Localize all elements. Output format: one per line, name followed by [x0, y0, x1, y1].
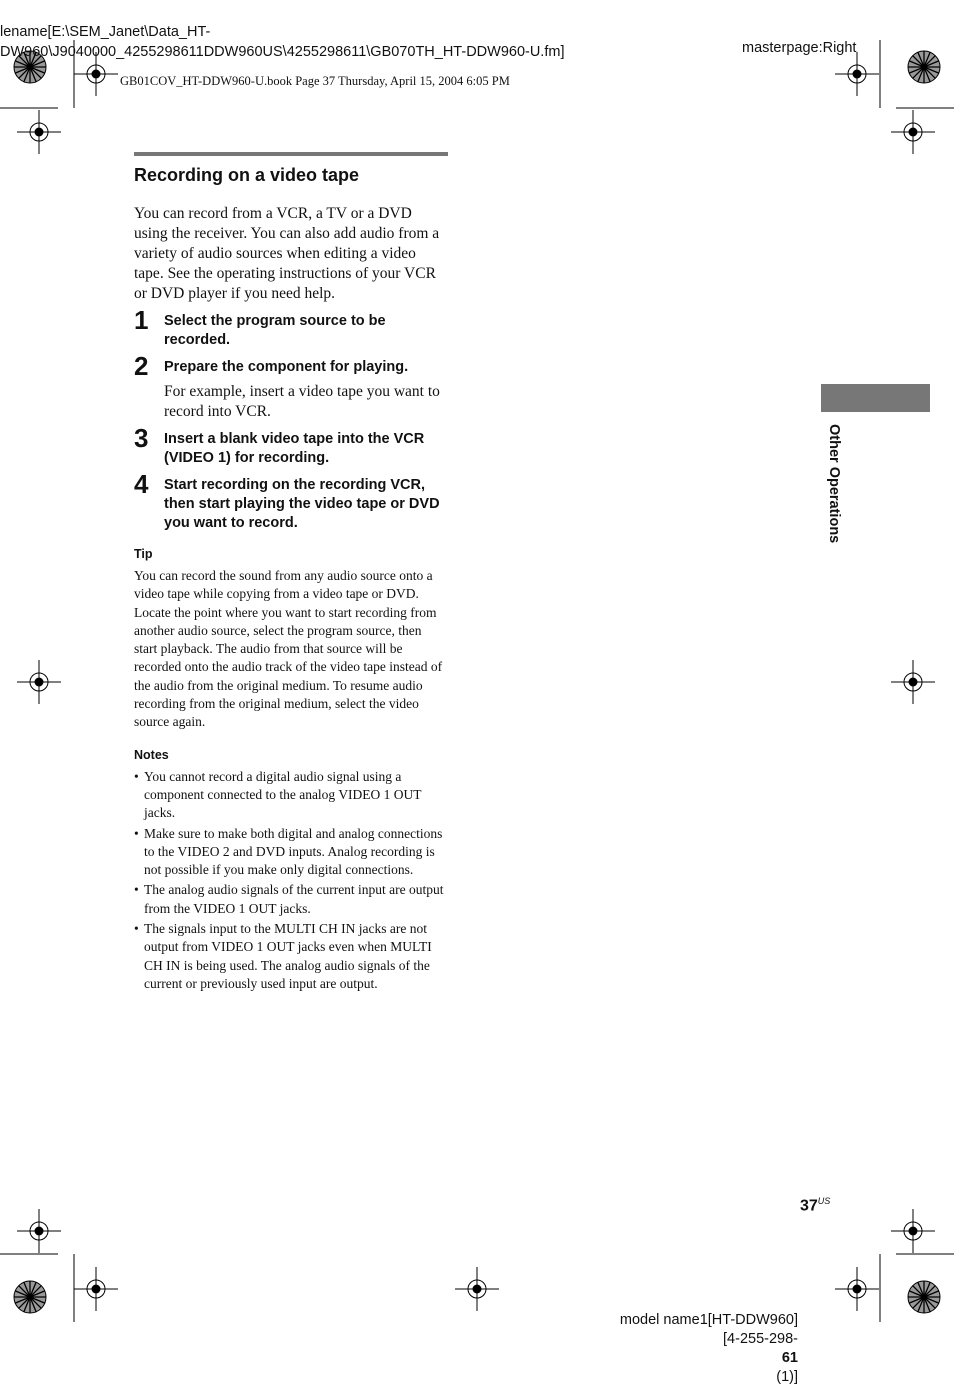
part-number-suffix: (1)]: [776, 1369, 798, 1385]
step-number: 3: [134, 423, 149, 453]
step-heading: Prepare the component for playing.: [164, 359, 409, 375]
tip-heading: Tip: [134, 547, 153, 561]
note-text: The analog audio signals of the current input are output from the VIDEO 1 OUT jacks.: [144, 882, 444, 916]
part-number-bold: 61: [781, 1350, 798, 1366]
main-content: [134, 152, 448, 995]
step-number: 1: [134, 305, 149, 335]
list-item: [134, 881, 448, 918]
list-item: [134, 920, 448, 993]
notes-heading: Notes: [134, 747, 169, 762]
section-title: Recording on a video tape: [134, 165, 360, 185]
section-tab-text: Other Operations: [826, 424, 842, 544]
masterpage-label: masterpage:Right: [742, 40, 857, 56]
note-text: The signals input to the MULTI CH IN jacks are not output from VIDEO 1 OUT jacks even when MULTI CH IN is being used. The analog audio signals of the current or previously used input are output.: [144, 921, 432, 991]
part-number-prefix: [4-255-298-: [723, 1331, 798, 1347]
notes-list: [134, 768, 448, 994]
title-rule: [134, 152, 448, 156]
section-tab: [821, 384, 930, 412]
step-3: [134, 423, 448, 468]
bullet: •: [134, 921, 139, 937]
step-heading: Start recording on the recording VCR, then start playing the video tape or DVD you want to record.: [164, 477, 440, 531]
step-number: 2: [134, 351, 149, 381]
list-item: [134, 768, 448, 823]
step-heading: Insert a blank video tape into the VCR (VIDEO 1) for recording.: [164, 431, 425, 466]
footer-model: model name1[HT-DDW960]: [619, 1312, 798, 1328]
step-number: 4: [134, 469, 149, 499]
filename-header: [0, 22, 640, 62]
intro-paragraph: You can record from a VCR, a TV or a DVD using the receiver. You can also add audio from a variety of audio sources when editing a video tape. See the operating instructions of your VCR or DVD player if you need help.: [134, 205, 440, 302]
book-info: GB01COV_HT-DDW960-U.book Page 37 Thursday, April 15, 2004 6:05 PM: [120, 74, 510, 88]
step-2: [134, 351, 448, 422]
filename-line-2: DW960\J9040000_4255298611DDW960US\4255298611\GB070TH_HT-DDW960-U.fm]: [0, 44, 565, 60]
page-number-suffix: US: [817, 1196, 831, 1206]
note-text: You cannot record a digital audio signal using a component connected to the analog VIDEO 1 OUT jacks.: [144, 768, 422, 821]
filename-line-1: lename[E:\SEM_Janet\Data_HT-: [0, 24, 211, 40]
step-1: [134, 305, 448, 350]
tip-text: You can record the sound from any audio source onto a video tape while copying from a video tape or DVD. Locate the point where you want to start recording from another audio source, select the program source, then start playback. The audio from that source will be recorded onto the audio track of the video tape instead of the audio from the original medium. To resume audio recording from the original medium, select the video source again.: [134, 568, 443, 730]
step-4: [134, 469, 448, 533]
page-number: [800, 1196, 830, 1215]
step-heading: Select the program source to be recorded.: [164, 313, 386, 348]
bullet: •: [134, 882, 139, 898]
footer-part-number: [560, 1330, 798, 1387]
page-number-value: 37: [800, 1197, 818, 1215]
step-body: For example, insert a video tape you want to record into VCR.: [164, 383, 440, 420]
bullet: •: [134, 825, 139, 841]
note-text: Make sure to make both digital and analog connections to the VIDEO 2 and DVD inputs. Analog recording is not possible if you make only digital connections.: [144, 825, 443, 878]
list-item: [134, 825, 448, 880]
section-tab-label: [826, 424, 848, 574]
bullet: •: [134, 768, 139, 784]
footer: [560, 1311, 798, 1387]
